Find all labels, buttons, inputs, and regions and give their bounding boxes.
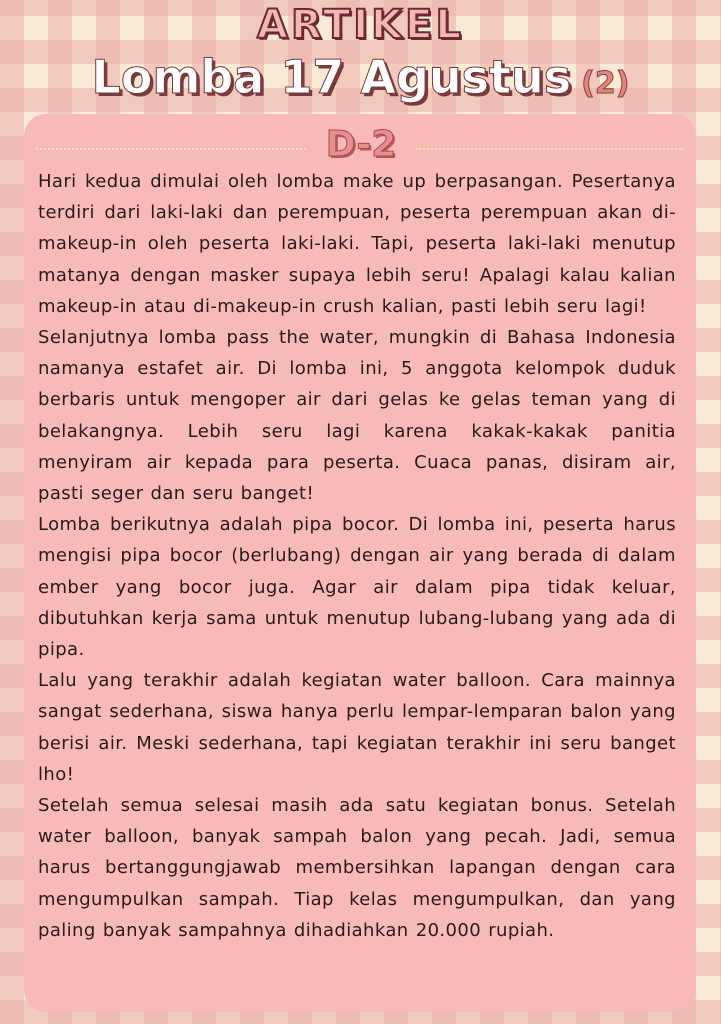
article-card xyxy=(24,114,696,1012)
article-part-number: (2) xyxy=(581,66,630,101)
paragraph-4: Lalu yang terakhir adalah kegiatan water balloon. Cara mainnya sangat sederhana, siswa hanya perlu lempar-lemparan balon yang berisi air. Meski sederhana, tapi kegiatan terakhir ini seru banget lho! xyxy=(38,670,676,785)
article-title: Lomba 17 Agustus xyxy=(91,50,572,104)
section-label: D-2 xyxy=(325,124,397,165)
article-body xyxy=(38,166,676,946)
article-kicker: ARTIKEL xyxy=(257,2,464,48)
paragraph-2: Selanjutnya lomba pass the water, mungkin di Bahasa Indonesia namanya estafet air. Di lomba ini, 5 anggota kelompok duduk berbaris untuk mengoper air dari gelas ke gelas teman yang di belakangnya. Lebih seru lagi karena kakak-kakak panitia menyiram air kepada para peserta. Cuaca panas, disiram air, pasti seger dan seru banget! xyxy=(38,327,676,505)
paragraph-3: Lomba berikutnya adalah pipa bocor. Di lomba ini, peserta harus mengisi pipa bocor (berlubang) dengan air yang berada di dalam ember yang bocor juga. Agar air dalam pipa tidak keluar, dibutuhkan kerja sama untuk menutup lubang-lubang yang ada di pipa. xyxy=(38,514,676,661)
dotted-divider-left xyxy=(36,148,306,150)
article-header xyxy=(0,0,721,120)
paragraph-1: Hari kedua dimulai oleh lomba make up berpasangan. Pesertanya terdiri dari laki-laki dan perempuan, peserta perempuan akan di-makeup-in oleh peserta laki-laki. Tapi, peserta laki-laki menutup matanya dengan masker supaya lebih seru! Apalagi kalau kalian makeup-in atau di-makeup-in crush kalian, pasti lebih seru lagi! xyxy=(38,171,676,317)
title-row xyxy=(0,50,721,104)
dotted-divider-right xyxy=(416,148,684,150)
paragraph-5: Setelah semua selesai masih ada satu kegiatan bonus. Setelah water balloon, banyak sampah balon yang pecah. Jadi, semua harus bertanggungjawab membersihkan lapangan dengan cara mengumpulkan sampah. Tiap kelas mengumpulkan, dan yang paling banyak sampahnya dihadiahkan 20.000 rupiah. xyxy=(38,795,676,941)
